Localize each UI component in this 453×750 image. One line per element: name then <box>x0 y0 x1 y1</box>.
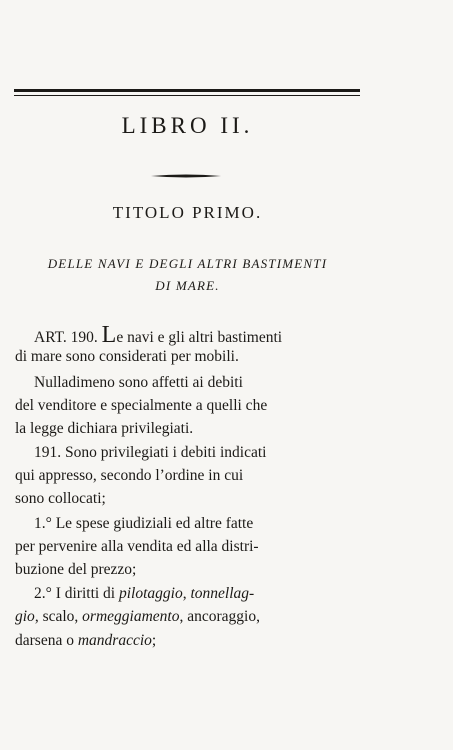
section-subtitle-line-2: DI MARE. <box>155 278 220 293</box>
text-line-12-c: , <box>182 585 191 602</box>
section-title: TITOLO PRIMO. <box>112 203 263 222</box>
text-line-1-rest: e navi e gli altri bastimenti <box>116 329 283 346</box>
term-mandraccio: mandraccio <box>77 632 152 649</box>
text-line-2: di mare sono considerati per mobili. <box>15 348 239 365</box>
text-line-8: sono collocati; <box>15 490 106 507</box>
text-line-13-d: , ancoraggio, <box>179 608 260 625</box>
text-line-12 <box>34 585 254 603</box>
text-line-12-a: 2.° I diritti di <box>34 585 119 602</box>
text-line-7: qui appresso, secondo l’ordine in cui <box>15 467 244 484</box>
text-line-3: Nulladimeno sono affetti ai debiti <box>34 374 243 391</box>
term-pilotaggio: pilotaggio <box>119 585 183 602</box>
text-line-4: del venditore e specialmente a quelli che <box>15 397 268 414</box>
drop-capital: L <box>101 322 117 348</box>
ornamental-rule <box>151 174 221 178</box>
section-subtitle-line-1: DELLE NAVI E DEGLI ALTRI BASTIMENTI <box>47 256 328 271</box>
book-title: LIBRO II. <box>121 113 254 138</box>
text-line-14-c: ; <box>151 632 157 649</box>
text-line-5: la legge dichiara privilegiati. <box>15 420 194 437</box>
text-line-11: buzione del prezzo; <box>15 561 137 578</box>
text-line-10: per pervenire alla vendita ed alla distri- <box>15 538 259 555</box>
text-line-1 <box>34 323 282 347</box>
text-line-9: 1.° Le spese giudiziali ed altre fatte <box>34 515 254 532</box>
text-line-14 <box>15 632 156 650</box>
term-tonnellaggio-part2: gio <box>15 608 35 625</box>
text-line-14-a: darsena o <box>15 632 78 649</box>
text-line-13 <box>15 608 260 626</box>
text-line-13-b: , scalo, <box>34 608 83 625</box>
top-double-rule <box>14 89 360 92</box>
term-tonnellaggio-part1: tonnellag- <box>190 585 255 602</box>
article-number: ART. 190. <box>34 329 98 346</box>
text-line-6: 191. Sono privilegiati i debiti indicati <box>34 444 267 461</box>
term-ormeggiamento: ormeggiamento <box>82 608 180 625</box>
